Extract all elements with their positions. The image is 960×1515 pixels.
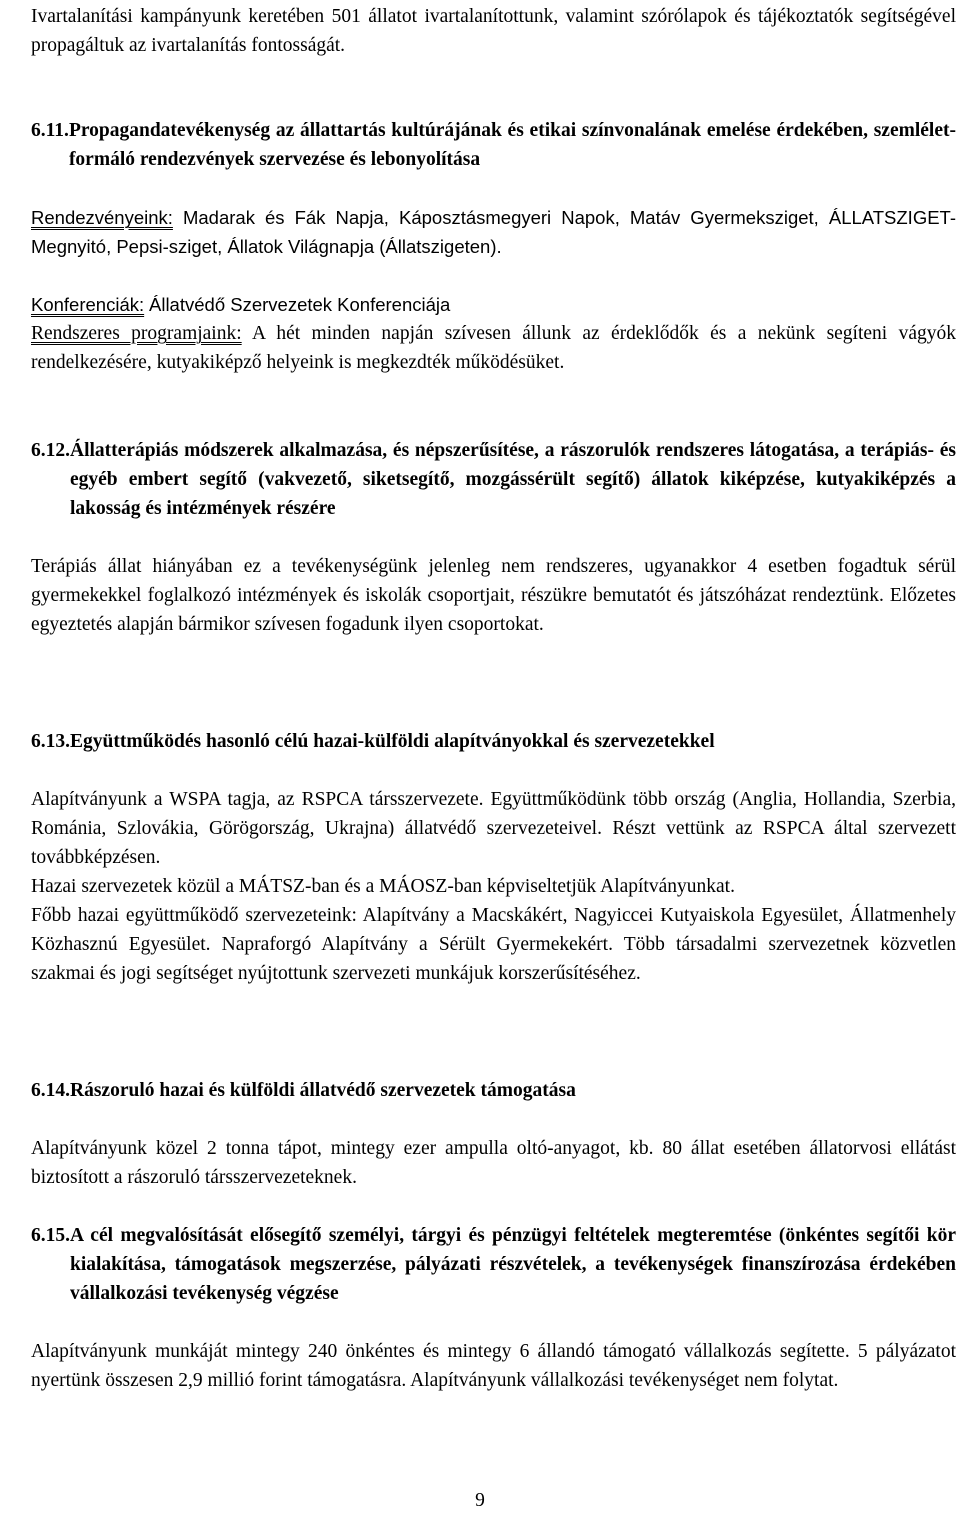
- section-number: 6.12.: [31, 440, 70, 461]
- section-6-12-heading: [31, 436, 956, 523]
- support-paragraph: Alapítványunk közel 2 tonna tápot, mintegy ezer ampulla oltó-anyagot, kb. 80 állat esetében állatorvosi ellátást biztosított a rászoruló társszervezeteknek.: [31, 1138, 956, 1188]
- events-label: Rendezvényeink:: [31, 207, 173, 228]
- cooperation-paragraph-3: Főbb hazai együttműködő szervezeteink: Alapítvány a Macskákért, Nagyiccei Kutyaiskola Egyesület, Állatmenhely Közhasznú Egyesület. Napraforgó Alapítvány a Sérült Gyermekekért. Több társadalmi szervezetnek közvetlen szakmai és jogi segítséget nyújtottunk szervezeti munkájuk korszerűsítéséhez.: [31, 905, 956, 984]
- section-number: 6.14.: [31, 1080, 70, 1101]
- page-number: 9: [475, 1490, 485, 1511]
- conferences-label: Konferenciák:: [31, 294, 145, 315]
- events-paragraph: [31, 203, 956, 261]
- section-6-13-heading: [31, 727, 956, 756]
- section-6-15-heading: [31, 1221, 956, 1308]
- cooperation-paragraph-1: Alapítványunk a WSPA tagja, az RSPCA társszervezete. Együttműködünk több ország (Anglia, Hollandia, Szerbia, Románia, Szlovákia, Görögország, Ukrajna) állatvédő szervezeteivel. Részt vettünk az RSPCA által szervezett továbbképzésen.: [31, 789, 956, 868]
- section-title: Rászoruló hazai és külföldi állatvédő szervezetek támogatása: [70, 1080, 576, 1101]
- resources-paragraph: Alapítványunk munkáját mintegy 240 önkéntes és mintegy 6 állandó támogató vállalkozás segítette. 5 pályázatot nyertünk összesen 2,9 millió forint támogatásra. Alapítványunk vállalkozási tevékenységet nem folytat.: [31, 1341, 956, 1391]
- conferences-paragraph: [31, 290, 956, 320]
- section-title: Propagandatevékenység az állattartás kultúrájának és etikai színvonalának emelése érdekében, szemlélet-formáló rendezvények szervezése és lebonyolítása: [68, 120, 956, 170]
- conferences-text: Állatvédő Szervezetek Konferenciája: [149, 294, 451, 315]
- section-title: Állatterápiás módszerek alkalmazása, és népszerűsítése, a rászorulók rendszeres látogatása, a terápiás- és egyéb embert segítő (vakvezető, siketsegítő, mozgássérült segítő) állatok kiképzése, kutyakiképzés a lakosság és intézmények részére: [70, 440, 956, 519]
- section-number: 6.13.: [31, 731, 70, 752]
- therapy-paragraph: Terápiás állat hiányában ez a tevékenységünk jelenleg nem rendszeres, ugyanakkor 4 esetben fogadtuk sérül gyermekekkel foglalkozó intézmények és iskolák csoportjait, részükre bemutatót és játszóházat rendeztünk. Előzetes egyeztetés alapján bármikor szívesen fogadunk ilyen csoportokat.: [31, 556, 956, 635]
- regular-programs-text: A hét minden napján szívesen állunk az érdeklődők és a nekünk segíteni vágyók rendelkezésére, kutyakiképző helyeink is megkezdték működésüket.: [31, 323, 956, 373]
- section-6-14-heading: [31, 1076, 956, 1105]
- events-text: Madarak és Fák Napja, Káposztásmegyeri Napok, Matáv Gyermeksziget, ÁLLATSZIGET-Megnyitó, Pepsi-sziget, Állatok Világnapja (Állatszigeten).: [31, 207, 956, 257]
- section-number: 6.15.: [31, 1225, 70, 1246]
- section-title: A cél megvalósítását elősegítő személyi, tárgyi és pénzügyi feltételek megteremtése (önkéntes segítői kör kialakítása, támogatások megszerzése, pályázati részvételek, a tevékenységek finanszírozása érdekében vállalkozási tevékenység végzése: [70, 1225, 956, 1304]
- section-number: 6.11.: [31, 120, 69, 141]
- cooperation-paragraph-2: Hazai szervezetek közül a MÁTSZ-ban és a MÁOSZ-ban képviseltetjük Alapítványunkat.: [31, 876, 735, 897]
- section-6-11-heading: [31, 116, 956, 174]
- regular-programs-paragraph: [31, 319, 956, 377]
- intro-paragraph: Ivartalanítási kampányunk keretében 501 állatot ivartalanítottunk, valamint szórólapok és tájékoztatók segítségével propagáltuk az ivartalanítás fontosságát.: [31, 6, 956, 56]
- section-title: Együttműködés hasonló célú hazai-külföldi alapítványokkal és szervezetekkel: [70, 731, 715, 752]
- regular-programs-label: Rendszeres programjaink:: [31, 323, 242, 344]
